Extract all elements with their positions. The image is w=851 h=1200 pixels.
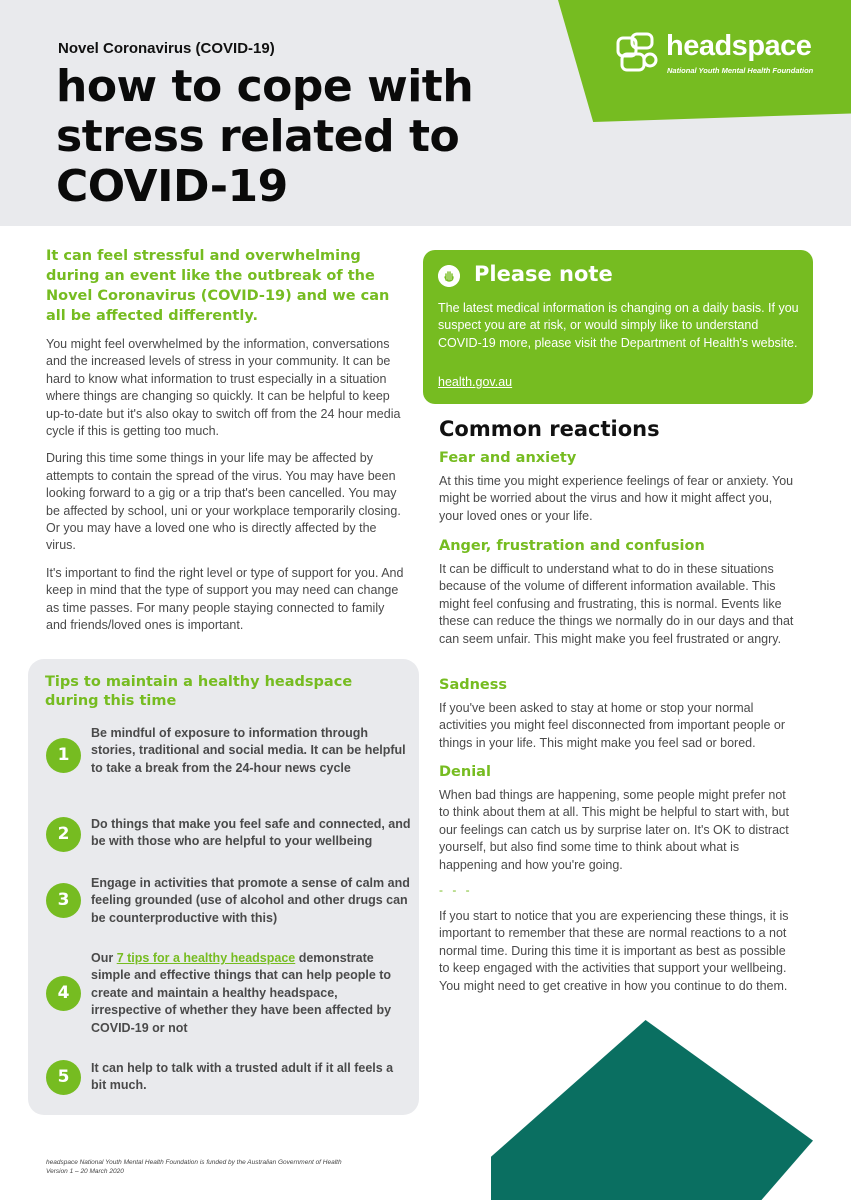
footer-line: headspace National Youth Mental Health Foundation is funded by the Australian Government of Health bbox=[46, 1159, 342, 1166]
tip-number: 5 bbox=[46, 1060, 81, 1095]
reaction-heading: Fear and anxiety bbox=[439, 450, 577, 466]
reaction-heading: Anger, frustration and confusion bbox=[439, 538, 705, 554]
tips-title: Tips to maintain a healthy headspace during this time bbox=[45, 674, 353, 709]
footer-line: Version 1 – 20 March 2020 bbox=[46, 1168, 124, 1175]
reaction-heading: Denial bbox=[439, 764, 491, 780]
paragraph: You might feel overwhelmed by the information, conversations and the increased levels of stress in your community. It can be hard to know what information to trust especially in a situation where things are changing so quickly. It can be helpful to keep up-to-date but it's also okay to switch off from the 24 hour media cycle if this is getting too much. bbox=[46, 337, 401, 439]
reaction-text: At this time you might experience feelings of fear or anxiety. You might be worried about the virus and how it might affect you, your loved ones or your life. bbox=[439, 474, 794, 523]
reaction-text: If you've been asked to stay at home or stop your normal activities you might feel disconnected from important people or things in your life. This might make you feel sad or bored. bbox=[439, 701, 786, 750]
tip-number: 1 bbox=[46, 738, 81, 773]
tip-text: It can help to talk with a trusted adult if it all feels a bit much. bbox=[91, 1061, 394, 1093]
tip-suffix: demonstrate simple and effective things that can help people to create and maintain a healthy headspace, irrespective of whether they have been affected by COVID-19 or not bbox=[91, 951, 392, 1035]
reaction-text: It can be difficult to understand what to do in these situations because of the volume of different information available. This might feel confusing and frustrating, this is normal. Events like these can reduce the things we normally do in our days and that can seem unfair. This might make you feel frustrated or angry. bbox=[439, 562, 794, 646]
reaction-text: When bad things are happening, some people might prefer not to think about them at all. This might be helpful to start with, but our feelings can catch us by surprise later on. It's OK to distract yourself, but also find some time to think about what is happening and how you're going. bbox=[439, 788, 789, 872]
tip-number: 2 bbox=[46, 817, 81, 852]
tips-link[interactable]: 7 tips for a healthy headspace bbox=[116, 951, 296, 965]
tip-prefix: Our bbox=[91, 951, 117, 965]
note-text: The latest medical information is changing on a daily basis. If you suspect you are at risk, or would simply like to understand COVID-19 more, please visit the Department of Health's website. bbox=[438, 301, 799, 350]
logo-wordmark: headspace bbox=[666, 30, 812, 62]
health-link[interactable]: health.gov.au bbox=[438, 375, 513, 389]
divider: - - - bbox=[439, 883, 473, 897]
headspace-logo-icon bbox=[614, 30, 660, 76]
page-title: how to cope with stress related to COVID-19 bbox=[56, 61, 474, 212]
paragraph: It's important to find the right level or type of support for you. And keep in mind that the type of support you may need can change as time passes. For many people staying connected to family and friends/loved ones is important. bbox=[46, 565, 404, 633]
intro-text: It can feel stressful and overwhelming during an event like the outbreak of the Novel Coronavirus (COVID-19) and we can all be affected differently. bbox=[46, 248, 390, 324]
paragraph: During this time some things in your life may be affected by attempts to contain the spread of the virus. You may have been looking forward to a gig or a trip that's been cancelled. You may be affected by school, uni or your workplace temporarily closing. Or you may have a loved one who is directly affected by the virus. bbox=[46, 451, 401, 553]
logo-subline: National Youth Mental Health Foundation bbox=[667, 66, 814, 75]
reaction-heading: Sadness bbox=[439, 677, 508, 693]
kicker: Novel Coronavirus (COVID-19) bbox=[58, 40, 275, 57]
tip-text bbox=[91, 950, 411, 1037]
tip-text: Do things that make you feel safe and connected, and be with those who are helpful to your wellbeing bbox=[91, 817, 411, 849]
tip-text: Engage in activities that promote a sense of calm and feeling grounded (use of alcohol and other drugs can be counterproductive with this) bbox=[91, 876, 410, 925]
note-title: Please note bbox=[474, 262, 613, 286]
tip-number: 4 bbox=[46, 976, 81, 1011]
closing-text: If you start to notice that you are experiencing these things, it is important to remember that these are normal reactions to a not normal time. During this time it is important as best as possible to keep engaged with the activities that support your wellbeing. You might need to get creative in how you continue to do them. bbox=[439, 909, 789, 993]
footer bbox=[46, 1158, 386, 1176]
decorative-shape bbox=[491, 1020, 813, 1200]
hand-icon bbox=[438, 265, 460, 287]
tip-number: 3 bbox=[46, 883, 81, 918]
tip-text: Be mindful of exposure to information through stories, traditional and social media. It can be helpful to take a break from the 24-hour news cycle bbox=[91, 726, 406, 775]
note-box bbox=[423, 250, 813, 404]
left-column bbox=[46, 336, 404, 645]
reactions-title: Common reactions bbox=[439, 417, 660, 441]
